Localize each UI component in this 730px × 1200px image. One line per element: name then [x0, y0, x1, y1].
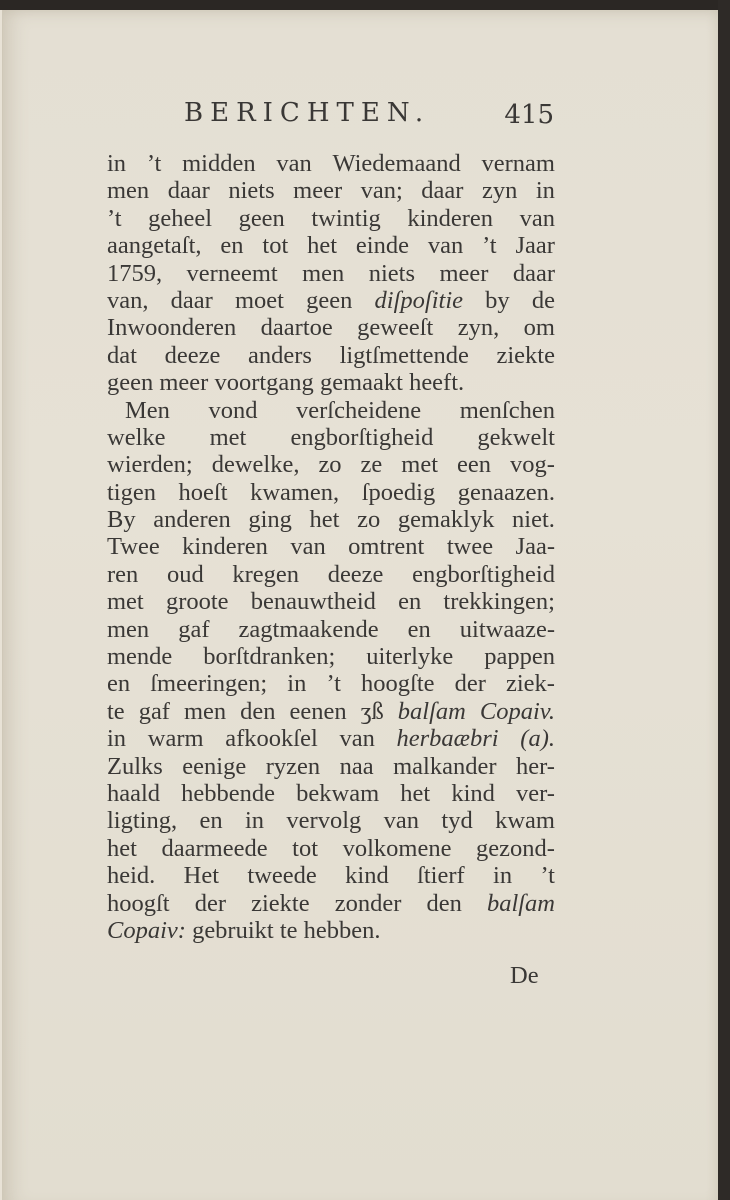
- word: der: [194, 889, 227, 917]
- word: daarmeede: [161, 834, 268, 862]
- word: ’t: [540, 862, 555, 890]
- word: Jaar: [515, 232, 555, 260]
- text-line: [107, 314, 555, 341]
- word: welke: [107, 423, 166, 451]
- word: ’t: [326, 670, 341, 698]
- word: hebben.: [303, 916, 381, 944]
- word: hebbende: [181, 779, 276, 807]
- word: dat: [107, 341, 137, 369]
- word: ’t: [146, 150, 162, 177]
- word: en: [398, 588, 422, 616]
- word: het: [307, 232, 338, 260]
- word: groote: [165, 588, 229, 616]
- word: in: [493, 862, 513, 890]
- word: en: [220, 232, 244, 260]
- text-line: [107, 342, 555, 369]
- word: gaf: [138, 697, 170, 725]
- word: geweeſt: [357, 314, 434, 342]
- word: bekwam: [296, 779, 380, 807]
- word: ver-: [515, 779, 555, 807]
- word: ſpoedig: [361, 478, 436, 506]
- text-line: [107, 698, 555, 725]
- word: en: [107, 670, 131, 698]
- word: kwam: [495, 807, 555, 835]
- word: Inwoonderen: [107, 314, 237, 342]
- word: heeft.: [409, 369, 465, 397]
- text-line: [107, 561, 555, 588]
- word: ’t: [482, 232, 497, 260]
- word: deeze: [327, 560, 384, 588]
- word: geen: [306, 286, 353, 314]
- word: van: [290, 533, 326, 561]
- word: gemaakt: [319, 369, 403, 397]
- word: te: [279, 916, 298, 944]
- scan-right-edge: [718, 0, 730, 1200]
- word: voortgang: [214, 369, 314, 397]
- body-text: [107, 150, 555, 944]
- word: her-: [516, 752, 555, 780]
- word: het: [400, 779, 431, 807]
- word: moet: [234, 286, 284, 314]
- word: engborſtigheid: [412, 560, 555, 588]
- word: meer: [439, 259, 489, 287]
- word: kind: [451, 779, 495, 807]
- word: borſtdranken;: [203, 643, 336, 671]
- word: vog-: [510, 451, 555, 479]
- word: ziekte: [251, 889, 310, 917]
- word: wierden;: [107, 451, 193, 479]
- word: kregen: [232, 560, 300, 588]
- word: diſpoſitie: [374, 286, 464, 314]
- word: balſam: [397, 697, 466, 725]
- text-line: [107, 260, 555, 287]
- text-line: [107, 807, 555, 834]
- text-line: [107, 616, 555, 643]
- word: benauwtheid: [250, 588, 376, 616]
- word: haald: [107, 779, 161, 807]
- text-line: [107, 643, 555, 670]
- word: hoogſte: [361, 670, 435, 698]
- scan-top-edge: [0, 0, 730, 10]
- word: daar: [512, 259, 555, 287]
- word: eenen: [289, 697, 347, 725]
- word: in: [107, 725, 127, 753]
- word: twintig: [311, 204, 381, 232]
- word: in: [535, 177, 555, 205]
- word: de: [531, 286, 555, 314]
- word: met: [209, 423, 247, 451]
- word: kinderen: [182, 533, 268, 561]
- text-line: [107, 862, 555, 889]
- word: balſam: [486, 889, 555, 917]
- word: mende: [107, 643, 173, 671]
- word: kind: [345, 862, 389, 890]
- word: kinderen: [407, 204, 494, 232]
- word: anders: [247, 341, 312, 369]
- word: afkookſel: [225, 725, 318, 753]
- text-line: [107, 533, 555, 560]
- text-line: [107, 725, 555, 752]
- running-title: BERICHTEN.: [184, 98, 431, 128]
- text-line: [107, 479, 555, 506]
- text-line: [107, 890, 555, 917]
- word: pappen: [484, 643, 555, 671]
- word: malkander: [393, 752, 497, 780]
- word: tyd: [441, 807, 473, 835]
- word: kwamen,: [250, 478, 340, 506]
- word: aangetaſt,: [107, 232, 202, 260]
- word: ſtierf: [417, 862, 465, 890]
- word: gebruikt: [192, 916, 274, 944]
- text-line: [107, 588, 555, 615]
- word: ſmeeringen;: [150, 670, 268, 698]
- word: Copaiv:: [107, 916, 186, 944]
- word: ziekte: [496, 341, 555, 369]
- word: te: [107, 697, 125, 725]
- word: ʒß: [360, 697, 384, 725]
- word: hoogſt: [107, 889, 170, 917]
- text-line: [107, 506, 555, 533]
- word: anderen: [153, 506, 231, 534]
- word: den: [426, 889, 462, 917]
- word: twee: [446, 533, 494, 561]
- word: Jaa-: [515, 533, 555, 561]
- word: deeze: [164, 341, 221, 369]
- word: van: [339, 725, 375, 753]
- word: men: [107, 177, 150, 205]
- text-line: [107, 287, 555, 314]
- word: Het: [183, 862, 220, 890]
- word: om: [523, 314, 555, 342]
- word: gezond-: [476, 834, 555, 862]
- text-line: [107, 177, 555, 204]
- word: naa: [339, 752, 374, 780]
- word: het: [309, 506, 340, 534]
- word: ziek-: [506, 670, 555, 698]
- catchword: De: [510, 962, 539, 989]
- word: zonder: [334, 889, 402, 917]
- word: der: [454, 670, 486, 698]
- word: dewelke,: [211, 451, 300, 479]
- word: zo: [318, 451, 342, 479]
- text-line: [107, 670, 555, 697]
- word: in: [107, 150, 127, 177]
- word: ren: [107, 560, 139, 588]
- word: ryzen: [265, 752, 321, 780]
- word: meer: [159, 369, 209, 397]
- word: in: [287, 670, 307, 698]
- word: volkomene: [342, 834, 452, 862]
- word: ze: [360, 451, 383, 479]
- text-line: [107, 780, 555, 807]
- word: herbaæbri: [396, 725, 499, 753]
- word: tot: [262, 232, 289, 260]
- text-line: [107, 753, 555, 780]
- word: ’t: [107, 204, 122, 232]
- word: niets: [228, 177, 275, 205]
- word: (a).: [520, 725, 555, 753]
- text-line: [107, 917, 555, 944]
- word: 1759,: [107, 259, 163, 287]
- word: ligtſmettende: [339, 341, 469, 369]
- word: het: [107, 834, 137, 862]
- word: genaazen.: [457, 478, 555, 506]
- text-line: [107, 451, 555, 478]
- word: tot: [292, 834, 319, 862]
- word: gekwelt: [477, 423, 555, 451]
- word: Copaiv.: [479, 697, 555, 725]
- word: omtrent: [348, 533, 425, 561]
- word: zagtmaakende: [238, 615, 379, 643]
- word: uiterlyke: [366, 643, 454, 671]
- word: niets: [368, 259, 416, 287]
- word: en: [199, 807, 223, 835]
- page-header: [184, 98, 554, 142]
- word: gemaklyk: [397, 506, 495, 534]
- word: by: [485, 286, 510, 314]
- text-line: [107, 835, 555, 862]
- word: hoeſt: [178, 478, 228, 506]
- text-line: [107, 205, 555, 232]
- word: van: [383, 807, 420, 835]
- word: tigen: [107, 478, 156, 506]
- word: daar: [170, 286, 213, 314]
- text-line: [107, 397, 555, 424]
- word: zyn,: [457, 314, 500, 342]
- word: By: [107, 506, 136, 534]
- word: trekkingen;: [443, 588, 555, 616]
- word: menſchen: [459, 396, 555, 424]
- word: men: [107, 615, 150, 643]
- word: verneemt: [186, 259, 278, 287]
- word: zo: [357, 506, 381, 534]
- word: ligting,: [107, 807, 178, 835]
- text-line: [107, 232, 555, 259]
- text-line: [107, 150, 555, 177]
- word: met: [401, 451, 439, 479]
- word: een: [457, 451, 492, 479]
- word: geheel: [148, 204, 213, 232]
- word: einde: [355, 232, 409, 260]
- word: Twee: [107, 533, 160, 561]
- word: en: [407, 615, 431, 643]
- text-line: [107, 424, 555, 451]
- word: meer: [293, 177, 343, 205]
- word: geen: [238, 204, 285, 232]
- word: vond: [208, 396, 258, 424]
- word: oud: [166, 560, 204, 588]
- word: Men: [125, 396, 170, 424]
- word: zyn: [481, 177, 518, 205]
- word: van;: [360, 177, 403, 205]
- word: geen: [107, 369, 154, 397]
- word: gaf: [178, 615, 210, 643]
- text-line: [107, 369, 555, 396]
- word: in: [244, 807, 265, 835]
- word: van: [519, 204, 555, 232]
- word: daartoe: [260, 314, 333, 342]
- word: men: [302, 259, 345, 287]
- word: verſcheidene: [296, 396, 422, 424]
- word: men: [183, 697, 227, 725]
- word: uitwaaze-: [459, 615, 555, 643]
- word: Zulks: [107, 752, 163, 780]
- word: van,: [107, 286, 149, 314]
- word: ging: [248, 506, 292, 534]
- word: midden: [182, 150, 256, 177]
- word: engborſtigheid: [290, 423, 434, 451]
- word: heid.: [107, 862, 156, 890]
- word: vernam: [481, 150, 555, 177]
- word: met: [107, 588, 144, 616]
- word: eenige: [182, 752, 247, 780]
- word: daar: [167, 177, 210, 205]
- word: van: [427, 232, 464, 260]
- word: Wiedemaand: [332, 150, 461, 177]
- word: niet.: [512, 506, 555, 534]
- word: van: [276, 150, 312, 177]
- word: daar: [421, 177, 464, 205]
- word: vervolg: [286, 807, 362, 835]
- word: den: [240, 697, 276, 725]
- page-number: 415: [504, 100, 554, 130]
- word: tweede: [247, 862, 317, 890]
- word: warm: [147, 725, 204, 753]
